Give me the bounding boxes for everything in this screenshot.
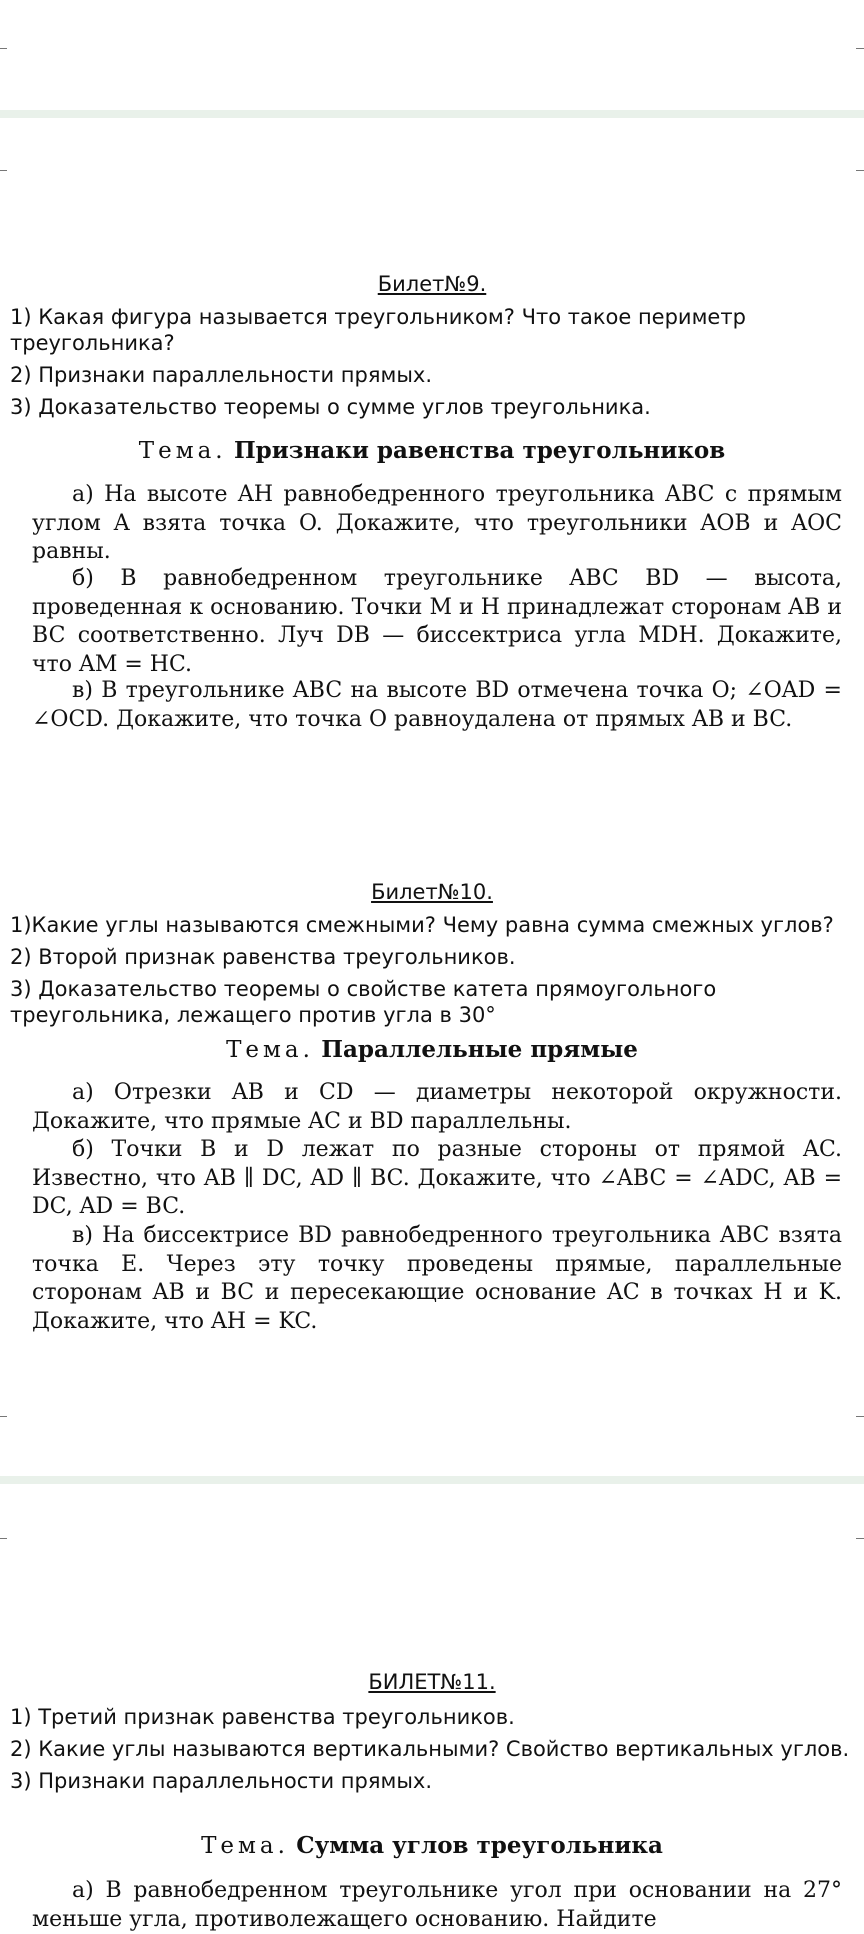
topic-prefix: Тема.	[201, 1833, 289, 1859]
topic-prefix: Тема.	[138, 438, 227, 464]
task-a: а) В равнобедренном треугольнике угол при основании на 27° меньше угла, противолежащего основанию. Найдите	[32, 1878, 842, 1932]
question-3: 3) Доказательство теоремы о свойстве катета прямоугольного треугольника, лежащего против угла в 30°	[10, 977, 717, 1027]
page-corner-mark	[856, 1416, 864, 1439]
task-a: а) На высоте AH равнобедренного треугольника ABC с прямым углом A взята точка O. Докажите, что треугольники AOB и AOC равны.	[32, 482, 842, 564]
task-c: в) На биссектрисе BD равнобедренного треугольника ABC взята точка E. Через эту точку проведены прямые, параллельные сторонам AB и BC и пересекающие основание AC в точках H и K. Докажите, что AH = KC.	[32, 1223, 842, 1334]
task-a: а) Отрезки AB и CD — диаметры некоторой окружности. Докажите, что прямые AC и BD параллельны.	[32, 1080, 842, 1134]
page-corner-mark	[0, 48, 7, 71]
topic-prefix: Тема.	[226, 1037, 314, 1063]
ticket-title: Билет№10.	[371, 880, 493, 904]
topic-heading	[0, 1036, 864, 1063]
question-3: 3) Признаки параллельности прямых.	[10, 1769, 433, 1793]
topic-heading	[0, 1832, 864, 1859]
ticket-title: Билет№9.	[377, 272, 487, 296]
question-3: 3) Доказательство теоремы о сумме углов треугольника.	[10, 395, 651, 419]
page-separator	[0, 1476, 864, 1484]
question-2: 2) Какие углы называются вертикальными? Свойство вертикальных углов.	[10, 1737, 850, 1761]
topic-heading	[0, 437, 864, 464]
ticket-title: БИЛЕТ№11.	[368, 1670, 496, 1694]
question-2: 2) Признаки параллельности прямых.	[10, 363, 433, 387]
page-separator	[0, 110, 864, 118]
question-1: 1)Какие углы называются смежными? Чему равна сумма смежных углов?	[10, 913, 834, 937]
page-corner-mark	[856, 1516, 864, 1539]
question-2: 2) Второй признак равенства треугольников.	[10, 945, 516, 969]
task-b: б) В равнобедренном треугольнике ABC BD — высота, проведенная к основанию. Точки M и H принадлежат сторонам AB и BC соответственно. Луч DB — биссектриса угла MDH. Докажите, что AM = HC.	[32, 566, 842, 677]
topic-title: Признаки равенства треугольников	[233, 437, 726, 464]
question-1: 1) Третий признак равенства треугольников.	[10, 1705, 515, 1729]
page-corner-mark	[0, 148, 7, 171]
topic-title: Параллельные прямые	[321, 1036, 638, 1063]
page-corner-mark	[856, 148, 864, 171]
topic-title: Сумма углов треугольника	[296, 1832, 663, 1859]
page-corner-mark	[0, 1416, 7, 1439]
task-c: в) В треугольнике ABC на высоте BD отмечена точка O; ∠OAD = ∠OCD. Докажите, что точка O равноудалена от прямых AB и BC.	[32, 678, 842, 732]
question-1: 1) Какая фигура называется треугольником? Что такое периметр треугольника?	[10, 305, 746, 355]
page-corner-mark	[856, 48, 864, 71]
page-corner-mark	[0, 1516, 7, 1539]
task-b: б) Точки B и D лежат по разные стороны от прямой AC. Известно, что AB ∥ DC, AD ∥ BC. Докажите, что ∠ABC = ∠ADC, AB = DC, AD = BC.	[32, 1137, 842, 1219]
